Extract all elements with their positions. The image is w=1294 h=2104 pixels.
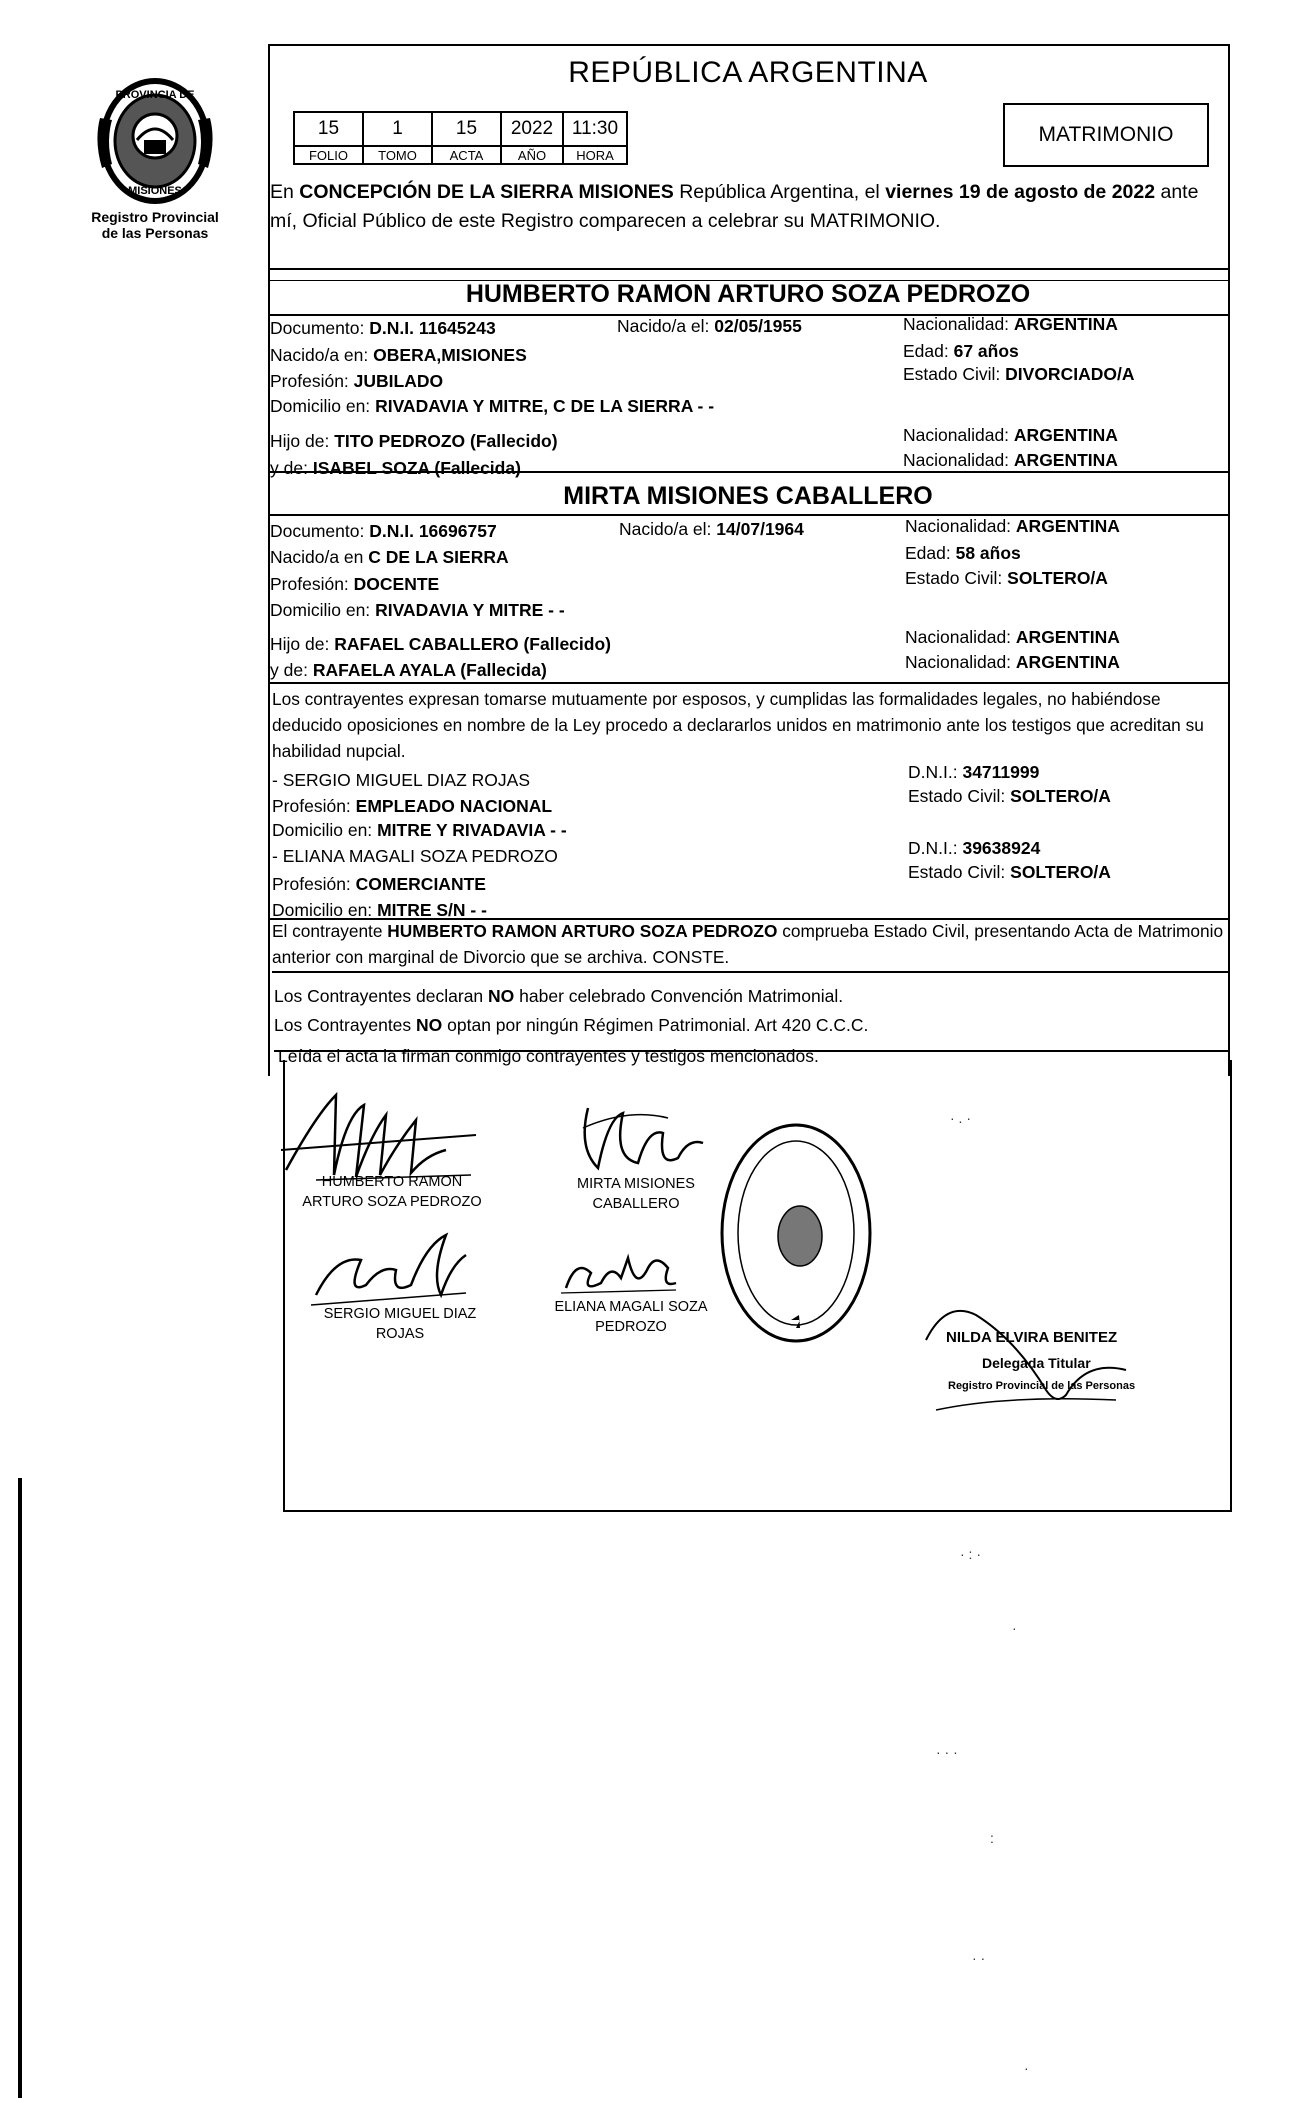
spouse2-estado-civil: Estado Civil: SOLTERO/A bbox=[905, 568, 1108, 588]
spouse2-nacionalidad: Nacionalidad: ARGENTINA bbox=[905, 516, 1120, 536]
tomo-label: TOMO bbox=[363, 146, 432, 164]
official-role: Delegada Titular bbox=[982, 1355, 1091, 1371]
spouse2-documento: Documento: D.N.I. 16696757 bbox=[270, 521, 497, 541]
hora-value: 11:30 bbox=[563, 112, 627, 146]
divorce-note: El contrayente HUMBERTO RAMON ARTURO SOZA PEDROZO comprueba Estado Civil, presentando Acta de Matrimonio anterior con marginal de Divorcio que se archiva. CONSTE. bbox=[272, 921, 1224, 967]
spouse1-padre-nacionalidad: Nacionalidad: ARGENTINA bbox=[903, 425, 1118, 445]
declaration-paragraph: Los contrayentes expresan tomarse mutuamente por esposos, y cumplidas las formalidades legales, no habiéndose deducido oposiciones en nombre de la Ley procedo a declararlos unidos en matrimonio ante los testigos que acreditan su habilidad nupcial. bbox=[272, 689, 1204, 761]
divider bbox=[268, 471, 1228, 473]
spouse2-edad: Edad: 58 años bbox=[905, 543, 1021, 563]
scan-speck: : bbox=[990, 1830, 994, 1846]
folio-value: 15 bbox=[294, 112, 363, 146]
divider bbox=[272, 971, 1228, 973]
signature-label-eliana: ELIANA MAGALI SOZA PEDROZO bbox=[554, 1299, 708, 1335]
registry-label-line1: Registro Provincial bbox=[91, 209, 219, 225]
spouse2-domicilio: Domicilio en: RIVADAVIA Y MITRE - - bbox=[270, 600, 565, 620]
acta-label: ACTA bbox=[432, 146, 501, 164]
divider bbox=[268, 682, 1228, 684]
tomo-value: 1 bbox=[363, 112, 432, 146]
signature-label-humberto: HUMBERTO RAMON ARTURO SOZA PEDROZO bbox=[302, 1174, 482, 1210]
spouse1-name: HUMBERTO RAMON ARTURO SOZA PEDROZO bbox=[465, 280, 1031, 308]
spouse1-nacionalidad: Nacionalidad: ARGENTINA bbox=[903, 314, 1118, 334]
svg-text:MISIONES: MISIONES bbox=[128, 185, 182, 197]
signature-label-sergio: SERGIO MIGUEL DIAZ ROJAS bbox=[323, 1306, 477, 1342]
spouse1-padre: Hijo de: TITO PEDROZO (Fallecido) bbox=[270, 431, 558, 451]
closing-text: Leída el acta la firman conmigo contrayentes y testigos mencionados. bbox=[278, 1046, 819, 1066]
spouse1-estado-civil: Estado Civil: DIVORCIADO/A bbox=[903, 364, 1135, 384]
scan-speck: · · · bbox=[936, 1744, 958, 1760]
country-title: REPÚBLICA ARGENTINA bbox=[568, 56, 928, 89]
spouse1-madre-nacionalidad: Nacionalidad: ARGENTINA bbox=[903, 450, 1118, 470]
witness2-estado-civil: Estado Civil: SOLTERO/A bbox=[908, 862, 1111, 882]
spouse2-nacido-en: Nacido/a en C DE LA SIERRA bbox=[270, 547, 509, 567]
acta-value: 15 bbox=[432, 112, 501, 146]
registry-label bbox=[70, 209, 240, 241]
witness1-profesion: Profesión: EMPLEADO NACIONAL bbox=[272, 796, 553, 816]
registry-fields-table bbox=[293, 111, 628, 165]
spouse1-nacido-el: Nacido/a el: 02/05/1955 bbox=[617, 316, 802, 336]
official-org: Registro Provincial de las Personas bbox=[948, 1380, 1136, 1392]
scan-margin-line bbox=[18, 1478, 22, 2098]
spouse2-profesion: Profesión: DOCENTE bbox=[270, 574, 440, 594]
spouse2-padre-nacionalidad: Nacionalidad: ARGENTINA bbox=[905, 627, 1120, 647]
witness1-estado-civil: Estado Civil: SOLTERO/A bbox=[908, 786, 1111, 806]
witness1-name: - SERGIO MIGUEL DIAZ ROJAS bbox=[272, 770, 530, 790]
scan-speck: · · bbox=[972, 1950, 986, 1966]
signature-label-mirta: MIRTA MISIONES CABALLERO bbox=[577, 1176, 695, 1212]
spouse2-madre-nacionalidad: Nacionalidad: ARGENTINA bbox=[905, 652, 1120, 672]
convention-note: Los Contrayentes declaran NO haber celebrado Convención Matrimonial. bbox=[274, 986, 844, 1006]
signature-mirta bbox=[568, 1088, 718, 1188]
intro-mid: República Argentina, el bbox=[673, 181, 886, 203]
spouse1-edad: Edad: 67 años bbox=[903, 341, 1019, 361]
divider bbox=[268, 268, 1228, 270]
scan-speck: · bbox=[1024, 2060, 1029, 2076]
intro-post: ante mí, Oficial Público de este Registro comparecen a celebrar su MATRIMONIO. bbox=[270, 181, 1199, 232]
intro-pre: En bbox=[270, 181, 300, 203]
intro-place: CONCEPCIÓN DE LA SIERRA MISIONES bbox=[299, 181, 674, 203]
folio-label: FOLIO bbox=[294, 146, 363, 164]
scan-speck: · bbox=[1012, 1620, 1017, 1636]
intro-paragraph bbox=[270, 178, 1228, 236]
spouse1-documento: Documento: D.N.I. 11645243 bbox=[270, 318, 496, 338]
witness2-domicilio: Domicilio en: MITRE S/N - - bbox=[272, 900, 487, 920]
official-stamp bbox=[716, 1118, 876, 1348]
witness1-dni: D.N.I.: 34711999 bbox=[908, 762, 1040, 782]
svg-text:PROVINCIA DE: PROVINCIA DE bbox=[115, 89, 195, 101]
spouse1-madre: y de: ISABEL SOZA (Fallecida) bbox=[270, 458, 521, 478]
spouse2-nacido-el: Nacido/a el: 14/07/1964 bbox=[619, 519, 804, 539]
witness1-domicilio: Domicilio en: MITRE Y RIVADAVIA - - bbox=[272, 820, 567, 840]
spouse2-madre: y de: RAFAELA AYALA (Fallecida) bbox=[270, 660, 547, 680]
spouse1-nacido-en: Nacido/a en: OBERA,MISIONES bbox=[270, 345, 527, 365]
official-name: NILDA ELVIRA BENITEZ bbox=[946, 1329, 1118, 1346]
spouse2-name: MIRTA MISIONES CABALLERO bbox=[563, 482, 933, 510]
scan-speck: · : · bbox=[960, 1546, 981, 1562]
intro-date: viernes 19 de agosto de 2022 bbox=[885, 181, 1156, 203]
signature-eliana bbox=[556, 1248, 686, 1303]
witness2-dni: D.N.I.: 39638924 bbox=[908, 838, 1041, 858]
provincial-seal-logo bbox=[92, 78, 218, 204]
scan-speck: · . · bbox=[950, 1110, 971, 1126]
hora-label: HORA bbox=[563, 146, 627, 164]
signature-sergio bbox=[306, 1225, 476, 1310]
spouse2-padre: Hijo de: RAFAEL CABALLERO (Fallecido) bbox=[270, 634, 611, 654]
anio-label: AÑO bbox=[501, 146, 563, 164]
witness2-profesion: Profesión: COMERCIANTE bbox=[272, 874, 486, 894]
registry-label-line2: de las Personas bbox=[101, 225, 209, 241]
regime-note: Los Contrayentes NO optan por ningún Régimen Patrimonial. Art 420 C.C.C. bbox=[274, 1015, 869, 1035]
spouse1-profesion: Profesión: JUBILADO bbox=[270, 371, 444, 391]
spouse1-domicilio: Domicilio en: RIVADAVIA Y MITRE, C DE LA SIERRA - - bbox=[270, 396, 715, 416]
anio-value: 2022 bbox=[501, 112, 563, 146]
document-type-box: MATRIMONIO bbox=[1003, 103, 1209, 167]
witness2-name: - ELIANA MAGALI SOZA PEDROZO bbox=[272, 846, 558, 866]
